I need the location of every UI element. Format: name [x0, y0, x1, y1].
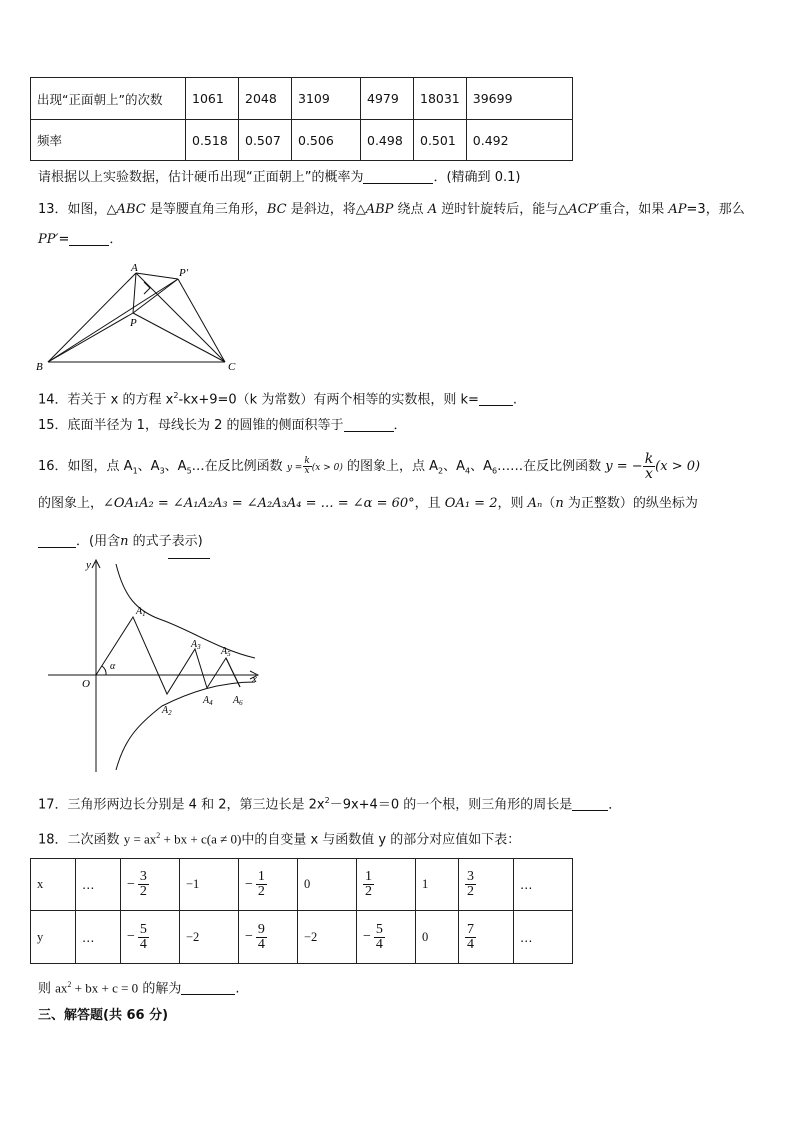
q13-text: 如图， [67, 202, 107, 217]
fn1-den: x [304, 466, 310, 476]
x-cell-2: − $\frac{1}{2}$ [239, 859, 298, 911]
math-acp: △ACP′ [558, 202, 600, 217]
q13-line1 [38, 200, 745, 220]
q13-text: 是等腰直角三角形， [145, 202, 267, 217]
math-abp: △ABP [355, 202, 394, 217]
q13-text: 重合，如果 [599, 202, 669, 217]
q13-text: ． [109, 232, 123, 247]
point-a5-label: $A_5$ [221, 646, 231, 658]
label-b: B [36, 361, 43, 373]
question-number: 17． [38, 797, 68, 813]
q16-text: 、A [470, 459, 493, 474]
row-label-x: x [31, 859, 76, 911]
question-number: 14． [38, 392, 68, 408]
fn1-y: y = [286, 463, 303, 473]
label-c: C [228, 361, 236, 373]
point-a4-label: $A_4$ [203, 695, 213, 707]
table-cell: 4979 [361, 78, 414, 120]
q14-line [38, 386, 517, 410]
q15-text: ． [393, 418, 407, 433]
label-p: P [130, 317, 137, 329]
question-number: 18． [38, 832, 68, 848]
fn1-num: k [304, 456, 310, 466]
y-cell-3: −2 [298, 911, 357, 964]
math-bc: BC [266, 202, 287, 217]
answer-blank[interactable] [479, 391, 513, 406]
x-cell-1: −1 [180, 859, 239, 911]
fn2-den: x [644, 466, 653, 482]
q16-text: （ [542, 496, 556, 511]
table-row-label: 出现“正面朝上”的次数 [31, 78, 186, 120]
math-n: n [120, 534, 129, 549]
x-cell-4: $\frac{1}{2}$ [357, 859, 416, 911]
table-cell: 0.506 [292, 120, 361, 161]
table-cell: 39699 [466, 78, 572, 120]
y-cell-5: 0 [416, 911, 459, 964]
subscript: 5 [186, 466, 192, 476]
q16-line3 [38, 532, 203, 552]
q18-line [38, 826, 520, 850]
fn2-y: y = − [605, 459, 643, 474]
subscript: 3 [159, 466, 165, 476]
q16-text: 、A [443, 459, 466, 474]
answer-blank[interactable] [344, 417, 394, 432]
superscript: 2 [173, 391, 179, 400]
label-p-prime: P′ [179, 267, 189, 279]
x-cell-3: 0 [298, 859, 357, 911]
q16-text: ……在反比例函数 [497, 459, 606, 474]
y-cell-1: −2 [180, 911, 239, 964]
math-a: A [427, 202, 438, 217]
math-an: Aₙ [527, 496, 543, 511]
answer-blank[interactable] [363, 169, 433, 184]
q16-text: 为正整数）的纵坐标为 [563, 496, 698, 511]
q15-line [38, 416, 407, 436]
q17-line [38, 791, 621, 815]
math-equation: ax [55, 980, 68, 996]
q16-text: 的图象上，点 A [342, 459, 439, 474]
answer-blank[interactable] [572, 796, 608, 811]
q16-text: 、A [137, 459, 160, 474]
math-angles: ∠OA₁A₂ = ∠A₁A₂A₃ = ∠A₂A₃A₄ = … = ∠α = 60° [103, 496, 415, 511]
math-ap: AP [668, 202, 687, 217]
point-a2-label: $A_2$ [162, 705, 172, 717]
origin-label: O [82, 678, 90, 690]
q18-text: 则 [38, 981, 56, 997]
point-a1-label: $A_1$ [136, 606, 146, 618]
ellipsis-cell: … [514, 911, 573, 964]
coin-frequency-table [30, 77, 573, 161]
q12-text-end: ．(精确到 0.1) [433, 170, 521, 185]
q18-text: . [235, 981, 240, 997]
table-cell: 0.501 [414, 120, 467, 161]
q16-line2 [38, 494, 698, 514]
superscript: 2 [324, 796, 330, 805]
math-equation: + bx + c = 0 [71, 980, 139, 996]
table-cell: 18031 [414, 78, 467, 120]
q16-text: ，且 [414, 496, 445, 511]
q18-text: 二次函数 [67, 832, 124, 848]
ellipsis-cell: … [514, 859, 573, 911]
quadratic-values-table [30, 858, 573, 964]
q17-text: －9x+4＝0 的一个根，则三角形的周长是 [329, 797, 573, 813]
ellipsis-cell: … [76, 911, 121, 964]
table-cell: 1061 [186, 78, 239, 120]
y-cell-6: $\frac{7}{4}$ [459, 911, 514, 964]
math-formula: + bx + c [160, 831, 207, 847]
table-row-y [31, 911, 573, 964]
q16-text: 的图象上， [38, 496, 104, 511]
q16-line1 [38, 452, 700, 484]
table-cell: 2048 [239, 78, 292, 120]
table-cell: 0.498 [361, 120, 414, 161]
q13-line2 [38, 230, 122, 250]
section-heading: 三、解答题(共 66 分) [38, 1008, 169, 1023]
q17-text: ． [608, 797, 622, 813]
table-cell: 0.507 [239, 120, 292, 161]
row-label-y: y [31, 911, 76, 964]
q16-text: …在反比例函数 [191, 459, 287, 474]
q16-text: 如图，点 A [67, 459, 133, 474]
label-a: A [131, 262, 138, 274]
table-cell: 0.492 [466, 120, 572, 161]
answer-blank[interactable] [181, 980, 235, 995]
subscript: 1 [132, 466, 138, 476]
math-pp: PP′ [38, 232, 59, 247]
q17-text: 三角形两边长分别是 4 和 2，第三边长是 2x [67, 797, 325, 813]
table-cell: 0.518 [186, 120, 239, 161]
superscript: 2 [156, 831, 161, 840]
math-condition: (a ≠ 0) [206, 831, 242, 847]
y-cell-0: − $\frac{5}{4}$ [121, 911, 180, 964]
q12-answer-line [38, 168, 520, 188]
y-cell-2: − $\frac{9}{4}$ [239, 911, 298, 964]
q13-triangle-figure [30, 258, 250, 376]
axis-label-x: x [252, 673, 257, 685]
table-row-x [31, 859, 573, 911]
angle-alpha-label: α [110, 661, 116, 672]
q12-text: 请根据以上实验数据，估计硬币出现“正面朝上”的概率为 [38, 170, 364, 185]
q13-text: =3，那么 [686, 202, 745, 217]
axis-label-y: y [86, 559, 91, 571]
y-cell-4: − $\frac{5}{4}$ [357, 911, 416, 964]
math-n: n [555, 496, 564, 511]
q13-text: 是斜边，将 [286, 202, 356, 217]
q16-text: 、A [164, 459, 187, 474]
q14-text: -kx+9=0（k 为常数）有两个相等的实数根，则 k= [178, 392, 479, 408]
fn2-cond: (x > 0) [655, 459, 701, 474]
q16-hyperbola-figure [40, 556, 270, 778]
answer-blank[interactable] [38, 533, 76, 548]
x-cell-6: $\frac{3}{2}$ [459, 859, 514, 911]
point-a6-label: $A_6$ [233, 695, 243, 707]
q16-text: ，则 [497, 496, 528, 511]
q14-text: 若关于 x 的方程 x [67, 392, 174, 408]
question-number: 15． [38, 418, 68, 433]
fn2-num: k [644, 451, 654, 467]
ellipsis-cell: … [76, 859, 121, 911]
fn1-cond: (x > 0) [311, 463, 343, 473]
q18-text: 中的自变量 x 与函数值 y 的部分对应值如下表： [241, 832, 521, 848]
table-cell: 3109 [292, 78, 361, 120]
superscript: 2 [67, 980, 72, 989]
q18-text: 的解为 [138, 981, 182, 997]
subscript: 2 [438, 466, 444, 476]
math-formula: y = ax [123, 831, 157, 847]
q13-text: = [58, 232, 70, 247]
subscript: 4 [465, 466, 471, 476]
subscript: 6 [492, 466, 498, 476]
fn1-fraction [302, 457, 311, 476]
math-abc: △ABC [106, 202, 146, 217]
q16-text: 的式子表示) [128, 534, 203, 549]
table-row-label: 频率 [31, 120, 186, 161]
question-number: 16． [38, 459, 68, 474]
q18-answer-line [38, 975, 239, 999]
q13-text: 绕点 [393, 202, 428, 217]
x-cell-5: 1 [416, 859, 459, 911]
fn2-fraction [643, 452, 655, 481]
q16-text: ．(用含 [76, 534, 121, 549]
q14-text: . [512, 392, 518, 408]
question-number: 13． [38, 202, 68, 217]
point-a3-label: $A_3$ [191, 639, 201, 651]
math-oa1: OA₁ = 2 [444, 496, 498, 511]
q13-text: 逆时针旋转后，能与 [437, 202, 559, 217]
x-cell-0: − $\frac{3}{2}$ [121, 859, 180, 911]
q15-text: 底面半径为 1，母线长为 2 的圆锥的侧面积等于 [67, 418, 344, 433]
answer-blank[interactable] [69, 231, 109, 246]
